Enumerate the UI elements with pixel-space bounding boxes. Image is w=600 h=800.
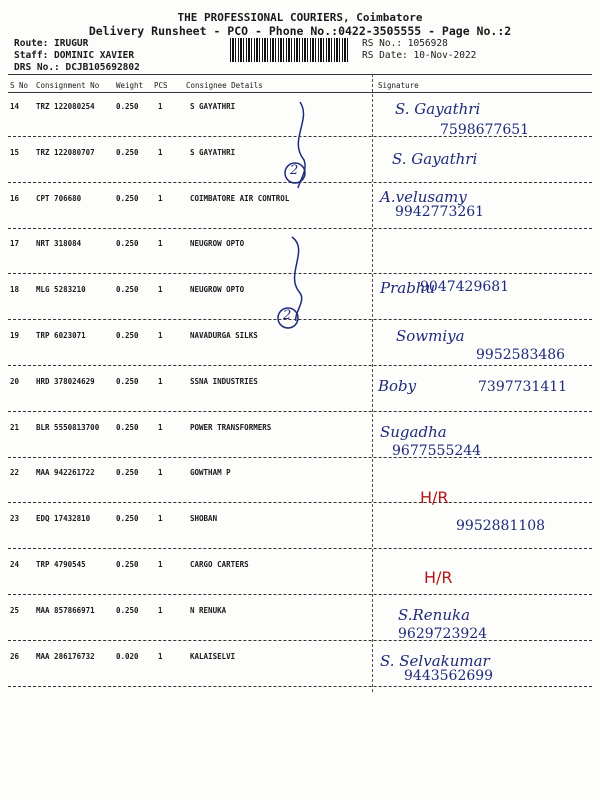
col-weight: Weight [116, 81, 144, 90]
col-pcs: PCS [154, 81, 168, 90]
row-signature: Sowmiya [396, 327, 465, 345]
row-consignee: S GAYATHRI [190, 102, 236, 111]
row-signature: Sugadha [380, 422, 447, 441]
row-consignment: MAA 942261722 [36, 468, 95, 478]
row-signature: S. Gayathri [392, 149, 478, 168]
row-signature: S. Selvakumar [380, 651, 490, 670]
row-sno: 15 [10, 147, 20, 157]
row-consignee: KALAISELVI [190, 651, 236, 661]
row-sno: 17 [10, 239, 20, 249]
row-consignee: S GAYATHRI [190, 147, 236, 157]
row-pcs: 1 [158, 285, 163, 295]
circled-number-a-text: 2 [290, 163, 299, 178]
row-divider [8, 228, 592, 229]
row-consignment: BLR 5550813700 [36, 422, 100, 432]
row-weight: 0.250 [116, 193, 139, 203]
row-divider [8, 411, 592, 412]
table-header-rule [8, 92, 592, 93]
row-pcs: 1 [158, 514, 163, 524]
row-weight: 0.250 [116, 285, 139, 295]
row-pcs: 1 [158, 331, 163, 340]
row-consignee: GOWTHAM P [190, 468, 231, 478]
col-consignee: Consignee Details [186, 81, 263, 90]
document-subtitle: Delivery Runsheet - PCO - Phone No.:0422-3505555 - Page No.:2 [88, 24, 512, 38]
row-signature: A.velusamy [380, 187, 467, 206]
row-phone: 7598677651 [440, 122, 530, 138]
staff-label: Staff: DOMINIC XAVIER [14, 50, 135, 61]
row-weight: 0.250 [116, 514, 139, 524]
hr-note-row22: H/R [420, 488, 449, 507]
row-consignee: NAVADURGA SILKS [190, 331, 258, 340]
row-weight: 0.250 [116, 239, 139, 249]
row-sno: 18 [10, 285, 20, 295]
row-sno: 26 [10, 651, 20, 661]
row-sno: 23 [10, 514, 20, 524]
row-weight: 0.250 [116, 468, 139, 478]
row-divider [8, 502, 592, 503]
row-pcs: 1 [158, 239, 163, 249]
row-consignment: MAA 857866971 [36, 605, 95, 615]
row-consignment: MLG 5283210 [36, 285, 86, 295]
row-pcs: 1 [158, 102, 163, 111]
row-sno: 20 [10, 376, 20, 386]
barcode [230, 38, 350, 62]
row-weight: 0.250 [116, 331, 139, 340]
row-phone: 9629723924 [398, 625, 488, 642]
col-sno: S No [10, 81, 29, 90]
row-phone: 9952881108 [456, 518, 546, 535]
col-signature: Signature [378, 81, 419, 90]
row-weight: 0.250 [116, 560, 139, 569]
row-consignee: POWER TRANSFORMERS [190, 422, 272, 432]
row-phone: 9952583486 [476, 347, 566, 363]
row-consignment: HRD 378024629 [36, 376, 95, 386]
row-sno: 16 [10, 193, 20, 203]
row-consignee: NEUGROW OPTO [190, 239, 245, 249]
row-weight: 0.250 [116, 605, 139, 615]
row-divider [8, 457, 592, 458]
row-weight: 0.020 [116, 651, 139, 661]
row-divider [8, 640, 592, 641]
drs-label: DRS No.: DCJB105692802 [14, 62, 140, 73]
row-weight: 0.250 [116, 147, 139, 157]
row-consignee: SSNA INDUSTRIES [190, 376, 258, 386]
row-pcs: 1 [158, 651, 163, 661]
row-divider [8, 686, 592, 687]
row-signature: S.Renuka [398, 605, 471, 624]
row-pcs: 1 [158, 193, 163, 203]
rs-number: RS No.: 1056928 [362, 38, 448, 49]
row-sno: 14 [10, 102, 20, 111]
row-consignment: TRP 6023071 [36, 331, 86, 340]
row-consignment: TRP 4790545 [36, 560, 86, 569]
document-title: THE PROFESSIONAL COURIERS, Coimbatore [177, 11, 423, 24]
row-consignee: COIMBATORE AIR CONTROL [190, 193, 290, 203]
row-pcs: 1 [158, 605, 163, 615]
row-sno: 22 [10, 468, 20, 478]
row-consignment: CPT 706680 [36, 193, 82, 203]
row-consignee: NEUGROW OPTO [190, 285, 245, 295]
row-phone: 9942773261 [395, 203, 485, 220]
table-top-rule [8, 74, 592, 75]
row-consignment: MAA 286176732 [36, 651, 95, 661]
row-sno: 19 [10, 331, 20, 340]
row-pcs: 1 [158, 560, 163, 569]
row-divider [8, 594, 592, 595]
row-phone: 9443562699 [404, 667, 494, 684]
row-consignee: SHOBAN [190, 514, 218, 524]
row-signature: S. Gayathri [395, 100, 481, 118]
row-pcs: 1 [158, 422, 163, 432]
row-phone: 7397731411 [478, 378, 568, 395]
row-phone: 9677555244 [392, 442, 482, 459]
row-signature: Boby [378, 376, 417, 395]
row-sno: 21 [10, 422, 20, 432]
row-weight: 0.250 [116, 376, 139, 386]
row-weight: 0.250 [116, 102, 139, 111]
row-pcs: 1 [158, 376, 163, 386]
row-divider [8, 365, 592, 366]
row-consignment: TRZ 122080254 [36, 102, 95, 111]
row-consignee: CARGO CARTERS [190, 560, 249, 569]
signature-column-divider [372, 74, 373, 692]
row-pcs: 1 [158, 468, 163, 478]
row-divider [8, 548, 592, 549]
rs-date: RS Date: 10-Nov-2022 [362, 50, 477, 61]
circled-number-b-text: 2 [283, 308, 292, 323]
row-sno: 25 [10, 605, 20, 615]
hr-note-row24: H/R [424, 568, 453, 587]
row-consignment: TRZ 122080707 [36, 147, 95, 157]
row-phone: 9047429681 [420, 279, 510, 296]
row-weight: 0.250 [116, 422, 139, 432]
col-consignment: Consignment No [36, 81, 100, 90]
row-signature: Prabhu [380, 279, 436, 298]
row-consignment: EDQ 17432810 [36, 514, 91, 524]
row-pcs: 1 [158, 147, 163, 157]
row-consignment: NRT 318084 [36, 239, 82, 249]
row-sno: 24 [10, 560, 20, 569]
row-consignee: N RENUKA [190, 605, 227, 615]
route-label: Route: IRUGUR [14, 38, 89, 49]
